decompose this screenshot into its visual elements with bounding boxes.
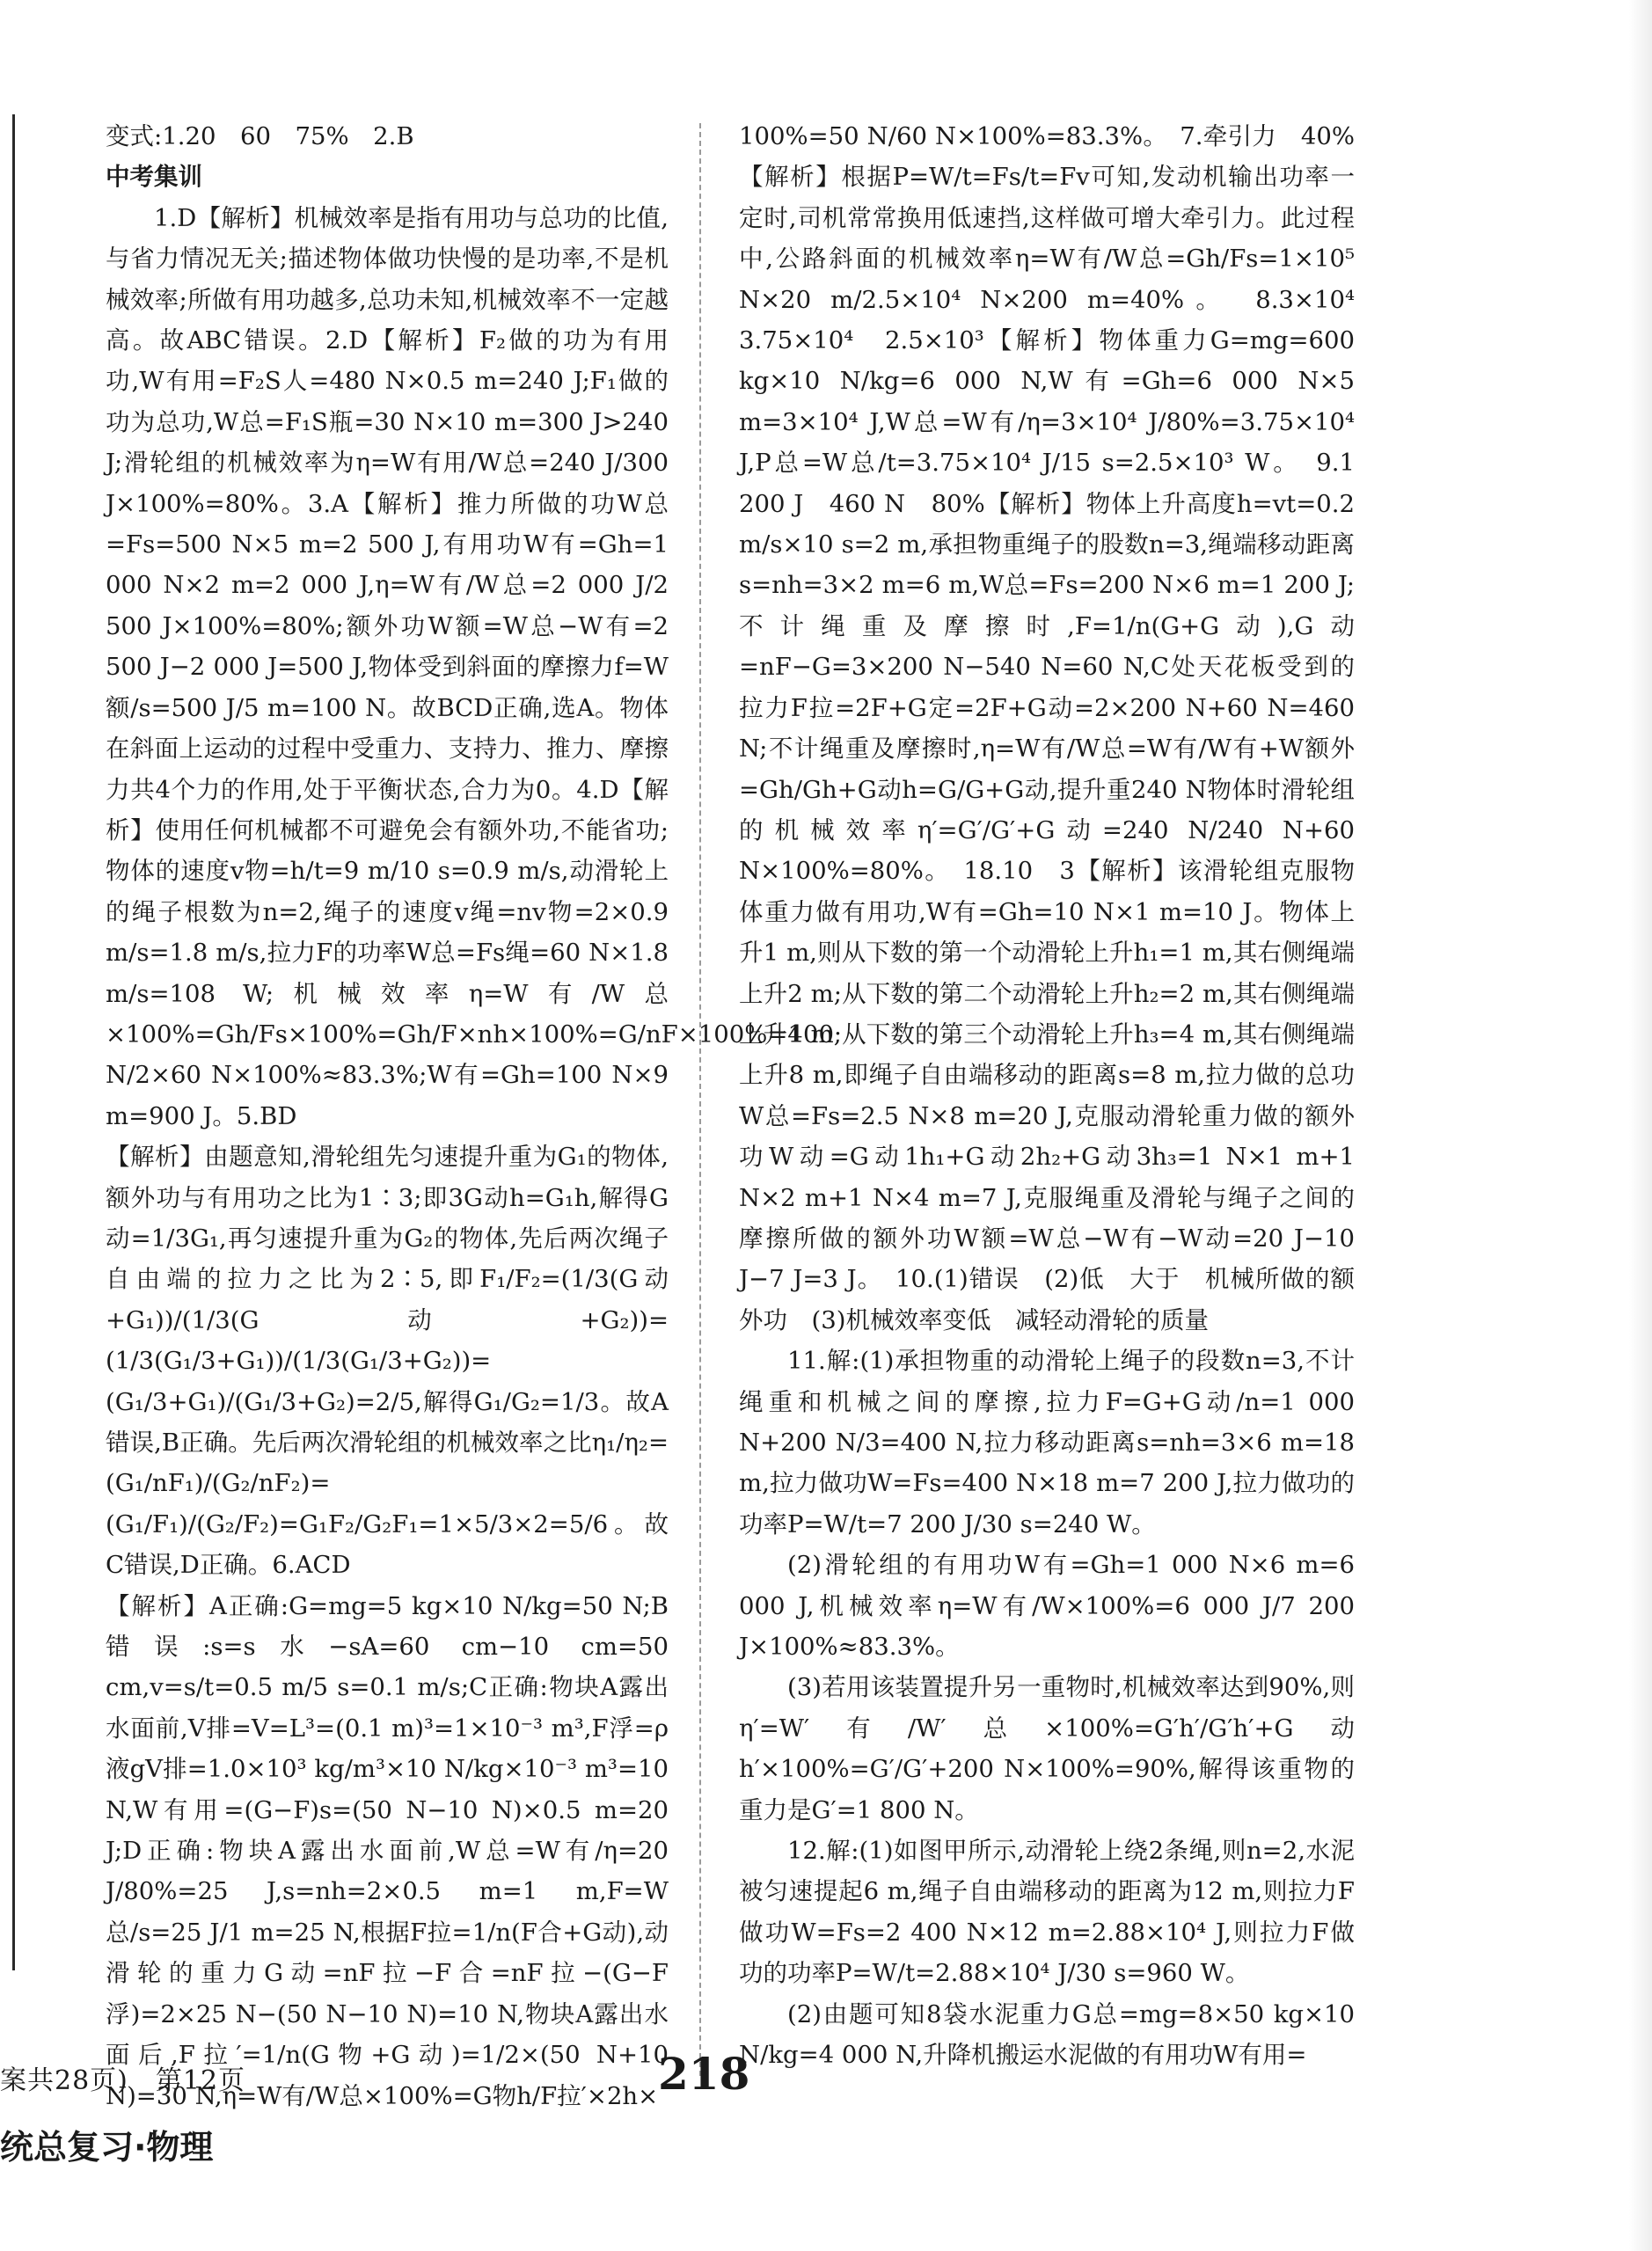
footer-book-title: 统总复习·物理	[0, 2128, 214, 2167]
answer-paragraph: (2)由题可知8袋水泥重力G总=mg=8×50 kg×10 N/kg=4 000 N,升降机搬运水泥做的有用功W有用=	[739, 1999, 1355, 2070]
answer-paragraph: 11.解:(1)承担物重的动滑轮上绳子的段数n=3,不计绳重和机械之间的摩擦,拉力F=G+G动/n=1 000 N+200 N/3=400 N,拉力移动距离s=nh=3×6 m=18 m,拉力做功W=Fs=400 N×18 m=7 200 J,拉力做功的功率P=W/t=7 200 J/30 s=240 W。	[739, 1347, 1355, 1538]
binding-shadow	[1629, 0, 1652, 2251]
column-divider	[699, 123, 701, 2076]
answer-paragraph: (3)若用该装置提升另一重物时,机械效率达到90%,则η′=W′有/W′总×100%=G′h′/G′h′+G动h′×100%=G′/G′+200 N×100%=90%,解得该重物的重力是G′=1 800 N。	[739, 1673, 1355, 1824]
answer-paragraph: 1.D【解析】机械效率是指有用功与总功的比值,与省力情况无关;描述物体做功快慢的是功率,不是机械效率;所做有用功越多,总功未知,机械效率不一定越高。故ABC错误。2.D【解析】F₂做的功为有用功,W有用=F₂S人=480 N×0.5 m=240 J;F₁做的功为总功,W总=F₁S瓶=30 N×10 m=300 J>240 J;滑轮组的机械效率为η=W有用/W总=240 J/300 J×100%=80%。3.A【解析】推力所做的功W总=Fs=500 N×5 m=2 500 J,有用功W有=Gh=1 000 N×2 m=2 000 J,η=W有/W总=2 000 J/2 500 J×100%=80%;额外功W额=W总−W有=2 500 J−2 000 J=500 J,物体受到斜面的摩擦力f=W额/s=500 J/5 m=100 N。故BCD正确,选A。物体在斜面上运动的过程中受重力、支持力、推力、摩擦力共4个力的作用,处于平衡状态,合力为0。4.D【解析】使用任何机械都不可避免会有额外功,不能省功;物体的速度v物=h/t=9 m/10 s=0.9 m/s,动滑轮上的绳子根数为n=2,绳子的速度v绳=nv物=2×0.9 m/s=1.8 m/s,拉力F的功率W总=Fs绳=60 N×1.8 m/s=108 W;机械效率η=W有/W总×100%=Gh/Fs×100%=Gh/F×nh×100%=G/nF×100%=100 N/2×60 N×100%≈83.3%;W有=Gh=100 N×9 m=900 J。5.BD	[106, 203, 834, 1130]
page-edge-line	[12, 114, 15, 1970]
answer-paragraph: 100%=50 N/60 N×100%=83.3%。 7.牵引力 40%【解析】根据P=W/t=Fs/t=Fv可知,发动机输出功率一定时,司机常常换用低速挡,这样做可增大牵引力。此过程中,公路斜面的机械效率η=W有/W总=Gh/Fs=1×10⁵ N×20 m/2.5×10⁴ N×200 m=40%。 8.3×10⁴ 3.75×10⁴ 2.5×10³【解析】物体重力G=mg=600 kg×10 N/kg=6 000 N,W有=Gh=6 000 N×5 m=3×10⁴ J,W总=W有/η=3×10⁴ J/80%=3.75×10⁴ J,P总=W总/t=3.75×10⁴ J/15 s=2.5×10³ W。 9.1 200 J 460 N 80%【解析】物体上升高度h=vt=0.2 m/s×10 s=2 m,承担物重绳子的股数n=3,绳端移动距离s=nh=3×2 m=6 m,W总=Fs=200 N×6 m=1 200 J;不计绳重及摩擦时,F=1/n(G+G动),G动=nF−G=3×200 N−540 N=60 N,C处天花板受到的拉力F拉=2F+G定=2F+G动=2×200 N+60 N=460 N;不计绳重及摩擦时,η=W有/W总=W有/W有+W额外=Gh/Gh+G动h=G/G+G动,提升重240 N物体时滑轮组的机械效率η′=G′/G′+G动=240 N/240 N+60 N×100%=80%。 18.10 3【解析】该滑轮组克服物体重力做有用功,W有=Gh=10 N×1 m=10 J。物体上升1 m,则从下数的第一个动滑轮上升h₁=1 m,其右侧绳端上升2 m;从下数的第二个动滑轮上升h₂=2 m,其右侧绳端上升4 m;从下数的第三个动滑轮上升h₃=4 m,其右侧绳端上升8 m,即绳子自由端移动的距离s=8 m,拉力做的总功W总=Fs=2.5 N×8 m=20 J,克服动滑轮重力做的额外功W动=G动1h₁+G动2h₂+G动3h₃=1 N×1 m+1 N×2 m+1 N×4 m=7 J,克服绳重及滑轮与绳子之间的摩擦所做的额外功W额=W总−W有−W动=20 J−10 J−7 J=3 J。 10.(1)错误 (2)低 大于 机械所做的额外功 (3)机械效率变低 减轻动滑轮的质量	[739, 122, 1379, 1334]
answer-paragraph: 12.解:(1)如图甲所示,动滑轮上绕2条绳,则n=2,水泥被匀速提起6 m,绳子自由端移动的距离为12 m,则拉力F做功W=Fs=2 400 N×12 m=2.88×10⁴ J,则拉力F做功的功率P=W/t=2.88×10⁴ J/30 s=960 W。	[739, 1837, 1355, 1988]
answer-paragraph: (2)滑轮组的有用功W有=Gh=1 000 N×6 m=6 000 J,机械效率η=W有/W×100%=6 000 J/7 200 J×100%≈83.3%。	[739, 1551, 1355, 1662]
page-number: 218	[658, 2048, 750, 2100]
section-heading: 中考集训	[106, 163, 202, 192]
answer-paragraph: 【解析】由题意知,滑轮组先匀速提升重为G₁的物体,额外功与有用功之比为1∶3;即3G动h=G₁h,解得G动=1/3G₁,再匀速提升重为G₂的物体,先后两次绳子自由端的拉力之比为2∶5,即F₁/F₂=(1/3(G动+G₁))/(1/3(G动+G₂))=(1/3(G₁/3+G₁))/(1/3(G₁/3+G₂))=(G₁/3+G₁)/(G₁/3+G₂)=2/5,解得G₁/G₂=1/3。故A错误,B正确。先后两次滑轮组的机械效率之比η₁/η₂=(G₁/nF₁)/(G₂/nF₂)=(G₁/F₁)/(G₂/F₂)=G₁F₂/G₂F₁=1×5/3×2=5/6。故C错误,D正确。6.ACD	[106, 1143, 669, 1580]
footer-page-info: 案共28页) 第12页	[0, 2065, 246, 2096]
variant-answers: 变式:1.20 60 75% 2.B	[106, 122, 414, 150]
right-column	[739, 116, 1379, 2076]
answer-paragraph: 【解析】A正确:G=mg=5 kg×10 N/kg=50 N;B错误:s=s水−sA=60 cm−10 cm=50 cm,v=s/t=0.5 m/5 s=0.1 m/s;C正确:物块A露出水面前,V排=V=L³=(0.1 m)³=1×10⁻³ m³,F浮=ρ液gV排=1.0×10³ kg/m³×10 N/kg×10⁻³ m³=10 N,W有用=(G−F)s=(50 N−10 N)×0.5 m=20 J;D正确:物块A露出水面前,W总=W有/η=20 J/80%=25 J,s=nh=2×0.5 m=1 m,F=W总/s=25 J/1 m=25 N,根据F拉=1/n(F合+G动),动滑轮的重力G动=nF拉−F合=nF拉−(G−F浮)=2×25 N−(50 N−10 N)=10 N,物块A露出水面后,F拉′=1/n(G物+G动)=1/2×(50 N+10 N)=30 N,η=W有/W总×100%=G物h/F拉′×2h×	[106, 1591, 669, 2110]
